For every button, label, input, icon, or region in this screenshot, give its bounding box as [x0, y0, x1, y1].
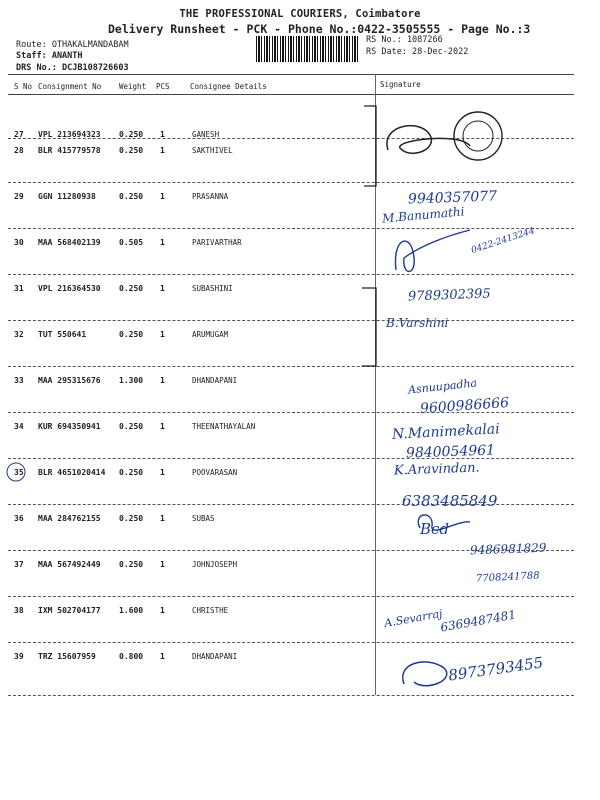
row-consignment: BLR 415779578	[38, 146, 101, 155]
row-consignee: PRASANNA	[192, 192, 229, 201]
row-pcs: 1	[160, 130, 165, 139]
handwritten-name: B.Varshini	[386, 316, 449, 330]
row-pcs: 1	[160, 238, 165, 247]
row-pcs: 1	[160, 146, 165, 155]
row-pcs: 1	[160, 376, 165, 385]
row-weight: 0.250	[119, 130, 144, 139]
row-sno: 29	[14, 192, 24, 201]
round-stamp-icon	[454, 112, 502, 160]
row-sno: 37	[14, 560, 24, 569]
row-weight: 0.800	[119, 652, 144, 661]
row-weight: 0.250	[119, 514, 144, 523]
row-sno: 39	[14, 652, 24, 661]
row-weight: 0.250	[119, 468, 144, 477]
row-consignee: GANESH	[192, 130, 220, 139]
rs-date: RS Date: 28-Dec-2022	[366, 47, 469, 57]
handwritten-phone: 7708241788	[475, 570, 540, 585]
handwritten-phone: 8973793455	[447, 653, 545, 685]
handwritten-name: Asnuupadha	[407, 376, 478, 397]
col-pcs: PCS	[156, 82, 170, 91]
rs-number: RS No.: 1087266	[366, 35, 443, 45]
row-weight: 1.300	[119, 376, 144, 385]
row-consignment: MAA 568402139	[38, 238, 101, 247]
row-consignee: JOHNJOSEPH	[192, 560, 238, 569]
row-sno: 27	[14, 130, 24, 139]
row-weight: 0.250	[119, 330, 144, 339]
row-consignee: SAKTHIVEL	[192, 146, 233, 155]
row-consignee: POOVARASAN	[192, 468, 238, 477]
row-sno: 38	[14, 606, 24, 615]
row-weight: 0.250	[119, 422, 144, 431]
row-consignment: MAA 284762155	[38, 514, 101, 523]
handwritten-phone: 9940357077	[407, 188, 498, 208]
handwritten-name: M.Banumathi	[381, 204, 465, 226]
row-consignee: CHRISTHE	[192, 606, 229, 615]
row-weight: 0.250	[119, 146, 144, 155]
row-pcs: 1	[160, 652, 165, 661]
row-consignee: DHANDAPANI	[192, 376, 238, 385]
row-consignee: SUBASHINI	[192, 284, 233, 293]
row-consignment: MAA 295315676	[38, 376, 101, 385]
row-sno: 31	[14, 284, 24, 293]
row-consignment: BLR 4651020414	[38, 468, 106, 477]
handwritten-phone: 0422-2413244	[470, 226, 536, 256]
row-consignment: TUT 550641	[38, 330, 87, 339]
row-consignment: TRZ 15607959	[38, 652, 96, 661]
row-pcs: 1	[160, 560, 165, 569]
row-pcs: 1	[160, 192, 165, 201]
row-sno: 35	[14, 468, 24, 477]
row-weight: 0.505	[119, 238, 144, 247]
row-sno: 34	[14, 422, 24, 431]
row-weight: 1.600	[119, 606, 144, 615]
row-pcs: 1	[160, 514, 165, 523]
row-consignee: PARIVARTHAR	[192, 238, 242, 247]
row-consignee: THEENATHAYALAN	[192, 422, 256, 431]
row-consignment: MAA 567492449	[38, 560, 101, 569]
col-consignee: Consignee Details	[190, 82, 267, 91]
handwritten-name: N.Manimekalai	[391, 421, 501, 443]
row-sno: 30	[14, 238, 24, 247]
row-consignment: GGN 11280938	[38, 192, 96, 201]
row-pcs: 1	[160, 468, 165, 477]
row-pcs: 1	[160, 330, 165, 339]
row-consignment: VPL 216364530	[38, 284, 101, 293]
handwritten-name: A.Sevarraj	[383, 606, 444, 631]
route-label: Route: OTHAKALMANDABAM	[16, 40, 129, 50]
staff-label: Staff: ANANTH	[16, 51, 83, 61]
row-consignee: DHANDAPANI	[192, 652, 238, 661]
row-pcs: 1	[160, 284, 165, 293]
col-signature: Signature	[380, 80, 421, 89]
col-weight: Weight	[119, 82, 147, 91]
row-consignment: VPL 213694323	[38, 130, 101, 139]
row-weight: 0.250	[119, 284, 144, 293]
handwritten-phone: 6383485849	[402, 492, 498, 510]
col-consignment: Consignment No	[38, 82, 102, 91]
row-sno: 32	[14, 330, 24, 339]
handwritten-phone: 6369487481	[439, 607, 517, 635]
handwritten-name: Bcd	[420, 520, 450, 538]
row-weight: 0.250	[119, 192, 144, 201]
row-consignee: SUBAS	[192, 514, 215, 523]
drs-label: DRS No.: DCJB108726603	[16, 63, 129, 73]
col-sno: S No	[14, 82, 33, 91]
row-consignee: ARUMUGAM	[192, 330, 229, 339]
handwritten-phone: 9840054961	[405, 442, 496, 462]
handwritten-phone: 9789302395	[407, 286, 491, 305]
runsheet-title: Delivery Runsheet - PCK - Phone No.:0422-3505555 - Page No.:3	[108, 22, 531, 36]
row-sno: 28	[14, 146, 24, 155]
handwritten-name: K.Aravindan.	[393, 460, 480, 479]
row-weight: 0.250	[119, 560, 144, 569]
row-consignment: IXM 502704177	[38, 606, 101, 615]
handwritten-phone: 9600986666	[419, 394, 510, 418]
handwritten-phone: 9486981829	[469, 540, 547, 558]
company-title: THE PROFESSIONAL COURIERS, Coimbatore	[179, 8, 421, 20]
row-sno: 33	[14, 376, 24, 385]
row-pcs: 1	[160, 422, 165, 431]
row-consignment: KUR 694350941	[38, 422, 101, 431]
row-sno: 36	[14, 514, 24, 523]
row-pcs: 1	[160, 606, 165, 615]
